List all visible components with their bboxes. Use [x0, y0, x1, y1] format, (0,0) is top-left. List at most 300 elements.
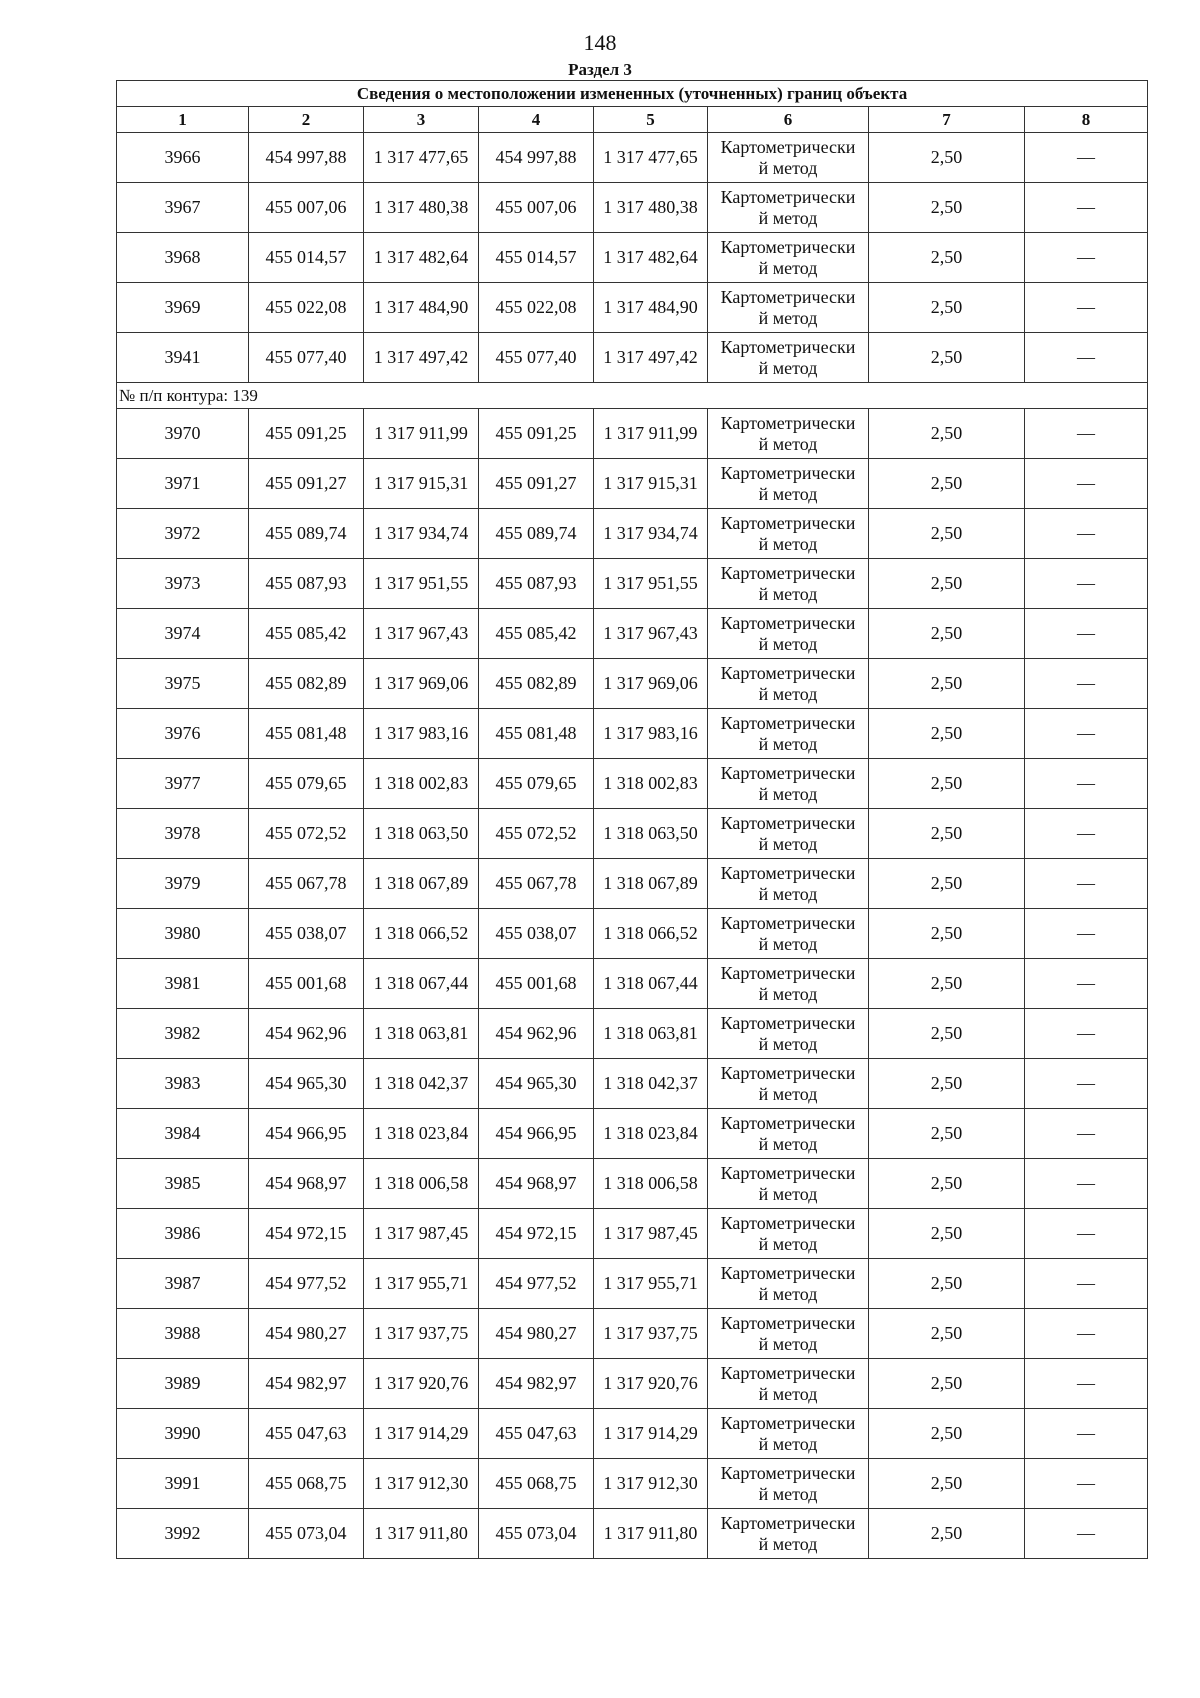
- old-y-cell: 1 317 497,42: [364, 333, 479, 383]
- method-text-line2: й метод: [758, 883, 818, 904]
- method-text-line1: Картометрически: [720, 512, 856, 533]
- description-cell: —: [1025, 609, 1148, 659]
- old-y-cell: 1 318 042,37: [364, 1059, 479, 1109]
- point-number-cell: 3982: [117, 1009, 249, 1059]
- point-number-cell: 3973: [117, 559, 249, 609]
- old-x-cell: 454 972,15: [249, 1209, 364, 1259]
- old-y-cell: 1 317 912,30: [364, 1459, 479, 1509]
- old-y-cell: 1 317 911,99: [364, 409, 479, 459]
- description-cell: —: [1025, 1159, 1148, 1209]
- accuracy-cell: 2,50: [869, 1259, 1025, 1309]
- old-x-cell: 455 077,40: [249, 333, 364, 383]
- new-x-cell: 455 007,06: [479, 183, 594, 233]
- old-y-cell: 1 317 987,45: [364, 1209, 479, 1259]
- point-number-cell: 3985: [117, 1159, 249, 1209]
- method-text-line2: й метод: [758, 1283, 818, 1304]
- description-cell: —: [1025, 1259, 1148, 1309]
- new-y-cell: 1 317 911,99: [594, 409, 708, 459]
- point-number-cell: 3992: [117, 1509, 249, 1559]
- old-x-cell: 455 001,68: [249, 959, 364, 1009]
- accuracy-cell: 2,50: [869, 959, 1025, 1009]
- method-cell: [708, 809, 869, 859]
- description-cell: —: [1025, 1059, 1148, 1109]
- new-x-cell: 454 965,30: [479, 1059, 594, 1109]
- point-number-cell: 3967: [117, 183, 249, 233]
- new-x-cell: 455 022,08: [479, 283, 594, 333]
- method-text-line1: Картометрически: [720, 1162, 856, 1183]
- new-x-cell: 455 091,27: [479, 459, 594, 509]
- description-cell: —: [1025, 183, 1148, 233]
- method-text-line1: Картометрически: [720, 1112, 856, 1133]
- old-x-cell: 454 966,95: [249, 1109, 364, 1159]
- new-x-cell: 454 972,15: [479, 1209, 594, 1259]
- new-x-cell: 454 968,97: [479, 1159, 594, 1209]
- table-row: [117, 759, 1148, 809]
- description-cell: —: [1025, 233, 1148, 283]
- old-x-cell: 454 965,30: [249, 1059, 364, 1109]
- new-x-cell: 455 073,04: [479, 1509, 594, 1559]
- new-y-cell: 1 317 983,16: [594, 709, 708, 759]
- method-text-line2: й метод: [758, 683, 818, 704]
- method-text-line1: Картометрически: [720, 1262, 856, 1283]
- accuracy-cell: 2,50: [869, 1409, 1025, 1459]
- new-x-cell: 455 091,25: [479, 409, 594, 459]
- accuracy-cell: 2,50: [869, 1159, 1025, 1209]
- table-row: [117, 459, 1148, 509]
- method-text-line2: й метод: [758, 1383, 818, 1404]
- old-y-cell: 1 317 934,74: [364, 509, 479, 559]
- boundary-coordinates-table: [116, 80, 1148, 1559]
- table-row: [117, 1359, 1148, 1409]
- point-number-cell: 3987: [117, 1259, 249, 1309]
- table-row: [117, 809, 1148, 859]
- new-y-cell: 1 317 951,55: [594, 559, 708, 609]
- description-cell: —: [1025, 909, 1148, 959]
- new-y-cell: 1 317 967,43: [594, 609, 708, 659]
- description-cell: —: [1025, 809, 1148, 859]
- accuracy-cell: 2,50: [869, 1059, 1025, 1109]
- description-cell: —: [1025, 709, 1148, 759]
- old-y-cell: 1 317 983,16: [364, 709, 479, 759]
- method-text-line2: й метод: [758, 1033, 818, 1054]
- new-y-cell: 1 317 969,06: [594, 659, 708, 709]
- column-number: 1: [117, 107, 249, 133]
- table-row: [117, 333, 1148, 383]
- method-text-line1: Картометрически: [720, 236, 856, 257]
- point-number-cell: 3990: [117, 1409, 249, 1459]
- description-cell: —: [1025, 459, 1148, 509]
- point-number-cell: 3984: [117, 1109, 249, 1159]
- new-y-cell: 1 318 066,52: [594, 909, 708, 959]
- method-text-line1: Картометрически: [720, 662, 856, 683]
- method-text-line1: Картометрически: [720, 1362, 856, 1383]
- method-text-line2: й метод: [758, 983, 818, 1004]
- new-x-cell: 455 072,52: [479, 809, 594, 859]
- method-text-line1: Картометрически: [720, 1412, 856, 1433]
- new-x-cell: 454 982,97: [479, 1359, 594, 1409]
- method-text-line1: Картометрически: [720, 186, 856, 207]
- description-cell: —: [1025, 509, 1148, 559]
- new-y-cell: 1 317 915,31: [594, 459, 708, 509]
- accuracy-cell: 2,50: [869, 1459, 1025, 1509]
- description-cell: —: [1025, 1409, 1148, 1459]
- table-row: [117, 1459, 1148, 1509]
- new-y-cell: 1 318 063,81: [594, 1009, 708, 1059]
- method-cell: [708, 133, 869, 183]
- method-text-line1: Картометрически: [720, 762, 856, 783]
- accuracy-cell: 2,50: [869, 333, 1025, 383]
- old-x-cell: 455 081,48: [249, 709, 364, 759]
- method-cell: [708, 709, 869, 759]
- method-text-line1: Картометрически: [720, 412, 856, 433]
- description-cell: —: [1025, 133, 1148, 183]
- column-number: 5: [594, 107, 708, 133]
- old-x-cell: 454 982,97: [249, 1359, 364, 1409]
- accuracy-cell: 2,50: [869, 509, 1025, 559]
- method-cell: [708, 1209, 869, 1259]
- point-number-cell: 3976: [117, 709, 249, 759]
- accuracy-cell: 2,50: [869, 659, 1025, 709]
- accuracy-cell: 2,50: [869, 1109, 1025, 1159]
- old-y-cell: 1 317 914,29: [364, 1409, 479, 1459]
- table-row: [117, 959, 1148, 1009]
- new-y-cell: 1 317 987,45: [594, 1209, 708, 1259]
- old-x-cell: 455 047,63: [249, 1409, 364, 1459]
- table-row: [117, 1259, 1148, 1309]
- new-y-cell: 1 317 955,71: [594, 1259, 708, 1309]
- table-row: [117, 1309, 1148, 1359]
- method-text-line1: Картометрически: [720, 1012, 856, 1033]
- method-text-line2: й метод: [758, 357, 818, 378]
- new-y-cell: 1 317 480,38: [594, 183, 708, 233]
- description-cell: —: [1025, 1509, 1148, 1559]
- point-number-cell: 3991: [117, 1459, 249, 1509]
- method-text-line1: Картометрически: [720, 462, 856, 483]
- table-row: [117, 709, 1148, 759]
- table-row: [117, 859, 1148, 909]
- old-x-cell: 454 968,97: [249, 1159, 364, 1209]
- accuracy-cell: 2,50: [869, 809, 1025, 859]
- old-y-cell: 1 317 967,43: [364, 609, 479, 659]
- method-text-line1: Картометрически: [720, 136, 856, 157]
- table-caption-row: [117, 81, 1148, 107]
- point-number-cell: 3977: [117, 759, 249, 809]
- old-y-cell: 1 318 067,89: [364, 859, 479, 909]
- method-cell: [708, 759, 869, 809]
- section-title: Раздел 3: [568, 60, 632, 79]
- point-number-cell: 3989: [117, 1359, 249, 1409]
- table-row: [117, 1209, 1148, 1259]
- old-x-cell: 455 079,65: [249, 759, 364, 809]
- old-x-cell: 455 067,78: [249, 859, 364, 909]
- method-text-line2: й метод: [758, 1183, 818, 1204]
- table-row: [117, 909, 1148, 959]
- method-text-line1: Картометрически: [720, 1212, 856, 1233]
- method-text-line2: й метод: [758, 1233, 818, 1254]
- method-cell: [708, 459, 869, 509]
- description-cell: —: [1025, 409, 1148, 459]
- column-number: 3: [364, 107, 479, 133]
- new-y-cell: 1 317 482,64: [594, 233, 708, 283]
- method-cell: [708, 1309, 869, 1359]
- old-x-cell: 455 014,57: [249, 233, 364, 283]
- table-caption: Сведения о местоположении измененных (уточненных) границ объекта: [117, 81, 1148, 107]
- new-y-cell: 1 317 920,76: [594, 1359, 708, 1409]
- accuracy-cell: 2,50: [869, 1309, 1025, 1359]
- new-x-cell: 454 962,96: [479, 1009, 594, 1059]
- old-y-cell: 1 317 484,90: [364, 283, 479, 333]
- column-number: 7: [869, 107, 1025, 133]
- new-x-cell: 455 038,07: [479, 909, 594, 959]
- new-x-cell: 455 001,68: [479, 959, 594, 1009]
- description-cell: —: [1025, 659, 1148, 709]
- description-cell: —: [1025, 759, 1148, 809]
- method-cell: [708, 609, 869, 659]
- point-number-cell: 3972: [117, 509, 249, 559]
- new-x-cell: 455 079,65: [479, 759, 594, 809]
- contour-label: № п/п контура: 139: [117, 383, 1148, 409]
- new-x-cell: 455 014,57: [479, 233, 594, 283]
- description-cell: —: [1025, 283, 1148, 333]
- table-row: [117, 1009, 1148, 1059]
- accuracy-cell: 2,50: [869, 283, 1025, 333]
- column-number: 2: [249, 107, 364, 133]
- accuracy-cell: 2,50: [869, 409, 1025, 459]
- new-y-cell: 1 318 002,83: [594, 759, 708, 809]
- old-x-cell: 455 085,42: [249, 609, 364, 659]
- method-cell: [708, 1509, 869, 1559]
- new-x-cell: 455 081,48: [479, 709, 594, 759]
- table-row: [117, 409, 1148, 459]
- old-y-cell: 1 318 063,50: [364, 809, 479, 859]
- table-body: [117, 81, 1148, 1559]
- point-number-cell: 3966: [117, 133, 249, 183]
- method-text-line1: Картометрически: [720, 712, 856, 733]
- accuracy-cell: 2,50: [869, 1209, 1025, 1259]
- method-text-line2: й метод: [758, 1133, 818, 1154]
- old-x-cell: 455 087,93: [249, 559, 364, 609]
- contour-header-row: [117, 383, 1148, 409]
- new-y-cell: 1 317 912,30: [594, 1459, 708, 1509]
- new-x-cell: 455 085,42: [479, 609, 594, 659]
- accuracy-cell: 2,50: [869, 183, 1025, 233]
- point-number-cell: 3980: [117, 909, 249, 959]
- new-x-cell: 454 966,95: [479, 1109, 594, 1159]
- accuracy-cell: 2,50: [869, 909, 1025, 959]
- old-y-cell: 1 317 920,76: [364, 1359, 479, 1409]
- table-row: [117, 183, 1148, 233]
- new-y-cell: 1 318 067,89: [594, 859, 708, 909]
- new-y-cell: 1 317 484,90: [594, 283, 708, 333]
- description-cell: —: [1025, 1459, 1148, 1509]
- method-cell: [708, 1459, 869, 1509]
- column-number: 4: [479, 107, 594, 133]
- old-x-cell: 454 997,88: [249, 133, 364, 183]
- new-x-cell: 454 977,52: [479, 1259, 594, 1309]
- old-y-cell: 1 318 067,44: [364, 959, 479, 1009]
- method-cell: [708, 333, 869, 383]
- accuracy-cell: 2,50: [869, 859, 1025, 909]
- new-y-cell: 1 318 063,50: [594, 809, 708, 859]
- accuracy-cell: 2,50: [869, 559, 1025, 609]
- old-y-cell: 1 317 482,64: [364, 233, 479, 283]
- point-number-cell: 3975: [117, 659, 249, 709]
- description-cell: —: [1025, 959, 1148, 1009]
- description-cell: —: [1025, 1309, 1148, 1359]
- point-number-cell: 3979: [117, 859, 249, 909]
- point-number-cell: 3983: [117, 1059, 249, 1109]
- old-y-cell: 1 318 023,84: [364, 1109, 479, 1159]
- method-text-line2: й метод: [758, 1483, 818, 1504]
- point-number-cell: 3986: [117, 1209, 249, 1259]
- point-number-cell: 3968: [117, 233, 249, 283]
- method-cell: [708, 233, 869, 283]
- method-text-line2: й метод: [758, 1433, 818, 1454]
- description-cell: —: [1025, 1209, 1148, 1259]
- method-text-line1: Картометрически: [720, 1312, 856, 1333]
- old-x-cell: 455 082,89: [249, 659, 364, 709]
- method-text-line2: й метод: [758, 433, 818, 454]
- old-y-cell: 1 317 480,38: [364, 183, 479, 233]
- accuracy-cell: 2,50: [869, 709, 1025, 759]
- method-cell: [708, 559, 869, 609]
- description-cell: —: [1025, 333, 1148, 383]
- method-cell: [708, 183, 869, 233]
- old-x-cell: 455 022,08: [249, 283, 364, 333]
- method-cell: [708, 409, 869, 459]
- method-text-line2: й метод: [758, 483, 818, 504]
- description-cell: —: [1025, 1009, 1148, 1059]
- table-row: [117, 659, 1148, 709]
- description-cell: —: [1025, 1109, 1148, 1159]
- new-x-cell: 455 087,93: [479, 559, 594, 609]
- old-x-cell: 455 091,25: [249, 409, 364, 459]
- old-y-cell: 1 318 063,81: [364, 1009, 479, 1059]
- point-number-cell: 3941: [117, 333, 249, 383]
- column-number-row: [117, 107, 1148, 133]
- old-y-cell: 1 317 969,06: [364, 659, 479, 709]
- method-cell: [708, 1109, 869, 1159]
- accuracy-cell: 2,50: [869, 1509, 1025, 1559]
- method-cell: [708, 509, 869, 559]
- new-x-cell: 455 082,89: [479, 659, 594, 709]
- method-text-line1: Картометрически: [720, 1512, 856, 1533]
- method-text-line1: Картометрически: [720, 862, 856, 883]
- table-row: [117, 559, 1148, 609]
- method-text-line2: й метод: [758, 157, 818, 178]
- old-y-cell: 1 318 006,58: [364, 1159, 479, 1209]
- method-cell: [708, 1359, 869, 1409]
- accuracy-cell: 2,50: [869, 1359, 1025, 1409]
- new-y-cell: 1 318 023,84: [594, 1109, 708, 1159]
- new-y-cell: 1 318 042,37: [594, 1059, 708, 1109]
- accuracy-cell: 2,50: [869, 233, 1025, 283]
- old-x-cell: 454 977,52: [249, 1259, 364, 1309]
- table-row: [117, 233, 1148, 283]
- point-number-cell: 3974: [117, 609, 249, 659]
- point-number-cell: 3969: [117, 283, 249, 333]
- old-y-cell: 1 318 066,52: [364, 909, 479, 959]
- point-number-cell: 3981: [117, 959, 249, 1009]
- column-number: 6: [708, 107, 869, 133]
- new-x-cell: 454 980,27: [479, 1309, 594, 1359]
- method-text-line1: Картометрически: [720, 812, 856, 833]
- old-x-cell: 455 068,75: [249, 1459, 364, 1509]
- method-text-line2: й метод: [758, 533, 818, 554]
- description-cell: —: [1025, 559, 1148, 609]
- method-text-line1: Картометрически: [720, 1462, 856, 1483]
- old-y-cell: 1 317 955,71: [364, 1259, 479, 1309]
- old-x-cell: 455 089,74: [249, 509, 364, 559]
- method-text-line2: й метод: [758, 783, 818, 804]
- old-y-cell: 1 317 915,31: [364, 459, 479, 509]
- new-y-cell: 1 317 477,65: [594, 133, 708, 183]
- point-number-cell: 3971: [117, 459, 249, 509]
- old-y-cell: 1 317 937,75: [364, 1309, 479, 1359]
- new-x-cell: 455 089,74: [479, 509, 594, 559]
- old-x-cell: 454 980,27: [249, 1309, 364, 1359]
- method-text-line2: й метод: [758, 733, 818, 754]
- method-cell: [708, 283, 869, 333]
- accuracy-cell: 2,50: [869, 609, 1025, 659]
- accuracy-cell: 2,50: [869, 759, 1025, 809]
- method-cell: [708, 859, 869, 909]
- method-text-line1: Картометрически: [720, 562, 856, 583]
- old-x-cell: 455 007,06: [249, 183, 364, 233]
- table-row: [117, 133, 1148, 183]
- new-x-cell: 455 068,75: [479, 1459, 594, 1509]
- table-row: [117, 1509, 1148, 1559]
- new-y-cell: 1 317 914,29: [594, 1409, 708, 1459]
- table-row: [117, 609, 1148, 659]
- table-row: [117, 1059, 1148, 1109]
- new-y-cell: 1 317 497,42: [594, 333, 708, 383]
- method-cell: [708, 1159, 869, 1209]
- method-text-line1: Картометрически: [720, 612, 856, 633]
- table-row: [117, 509, 1148, 559]
- method-cell: [708, 1009, 869, 1059]
- column-number: 8: [1025, 107, 1148, 133]
- method-text-line1: Картометрически: [720, 1062, 856, 1083]
- table-row: [117, 283, 1148, 333]
- table-row: [117, 1109, 1148, 1159]
- old-y-cell: 1 317 477,65: [364, 133, 479, 183]
- accuracy-cell: 2,50: [869, 133, 1025, 183]
- new-x-cell: 455 047,63: [479, 1409, 594, 1459]
- method-text-line1: Картометрически: [720, 336, 856, 357]
- table-row: [117, 1159, 1148, 1209]
- point-number-cell: 3970: [117, 409, 249, 459]
- method-text-line2: й метод: [758, 633, 818, 654]
- page-number: 148: [583, 30, 617, 55]
- accuracy-cell: 2,50: [869, 459, 1025, 509]
- old-x-cell: 455 091,27: [249, 459, 364, 509]
- new-y-cell: 1 317 911,80: [594, 1509, 708, 1559]
- method-text-line2: й метод: [758, 307, 818, 328]
- method-cell: [708, 659, 869, 709]
- point-number-cell: 3978: [117, 809, 249, 859]
- old-y-cell: 1 317 951,55: [364, 559, 479, 609]
- method-text-line1: Картометрически: [720, 962, 856, 983]
- old-x-cell: 455 072,52: [249, 809, 364, 859]
- new-y-cell: 1 317 934,74: [594, 509, 708, 559]
- new-x-cell: 455 067,78: [479, 859, 594, 909]
- description-cell: —: [1025, 1359, 1148, 1409]
- method-text-line1: Картометрически: [720, 912, 856, 933]
- method-text-line2: й метод: [758, 1083, 818, 1104]
- method-cell: [708, 1259, 869, 1309]
- old-x-cell: 455 038,07: [249, 909, 364, 959]
